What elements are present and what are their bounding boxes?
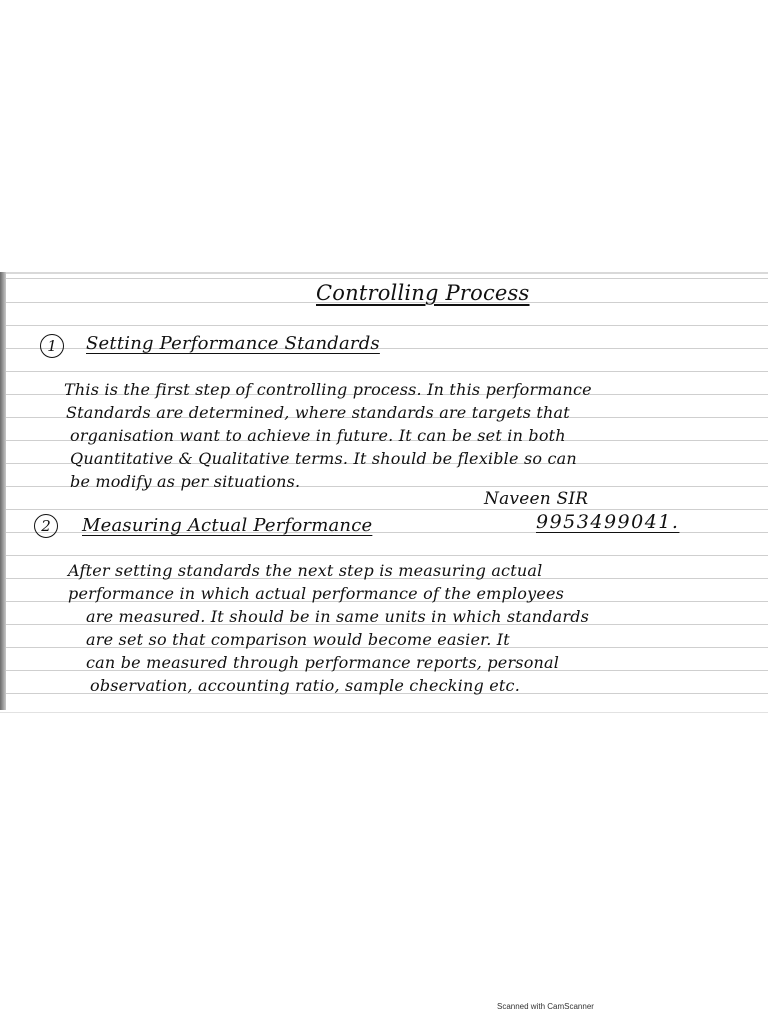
section-2-line: After setting standards the next step is measuring actual: [68, 561, 543, 580]
section-2-line: are set so that comparison would become easier. It: [86, 630, 510, 649]
section-1-line: organisation want to achieve in future. It can be set in both: [70, 426, 566, 445]
author-phone: 9953499041.: [536, 511, 680, 533]
section-2-heading: Measuring Actual Performance: [82, 515, 373, 536]
section-2-line: observation, accounting ratio, sample checking etc.: [90, 676, 520, 695]
note-title: Controlling Process: [316, 281, 530, 305]
section-1-number: 1: [40, 334, 64, 358]
section-2-line: performance in which actual performance of the employees: [68, 584, 565, 603]
section-1-line: be modify as per situations.: [70, 472, 301, 491]
author-name: Naveen SIR: [484, 489, 589, 509]
scanner-watermark: Scanned with CamScanner: [497, 1002, 594, 1011]
section-1-heading: Setting Performance Standards: [86, 333, 380, 354]
section-1-line: Quantitative & Qualitative terms. It should be flexible so can: [70, 449, 577, 468]
section-2-number: 2: [34, 514, 58, 538]
section-2-line: can be measured through performance reports, personal: [86, 653, 560, 672]
section-1-line: Standards are determined, where standards are targets that: [66, 403, 570, 422]
notebook-binding-edge: [0, 272, 6, 710]
section-2-line: are measured. It should be in same units in which standards: [86, 607, 590, 626]
section-1-line: This is the first step of controlling process. In this performance: [64, 380, 592, 399]
